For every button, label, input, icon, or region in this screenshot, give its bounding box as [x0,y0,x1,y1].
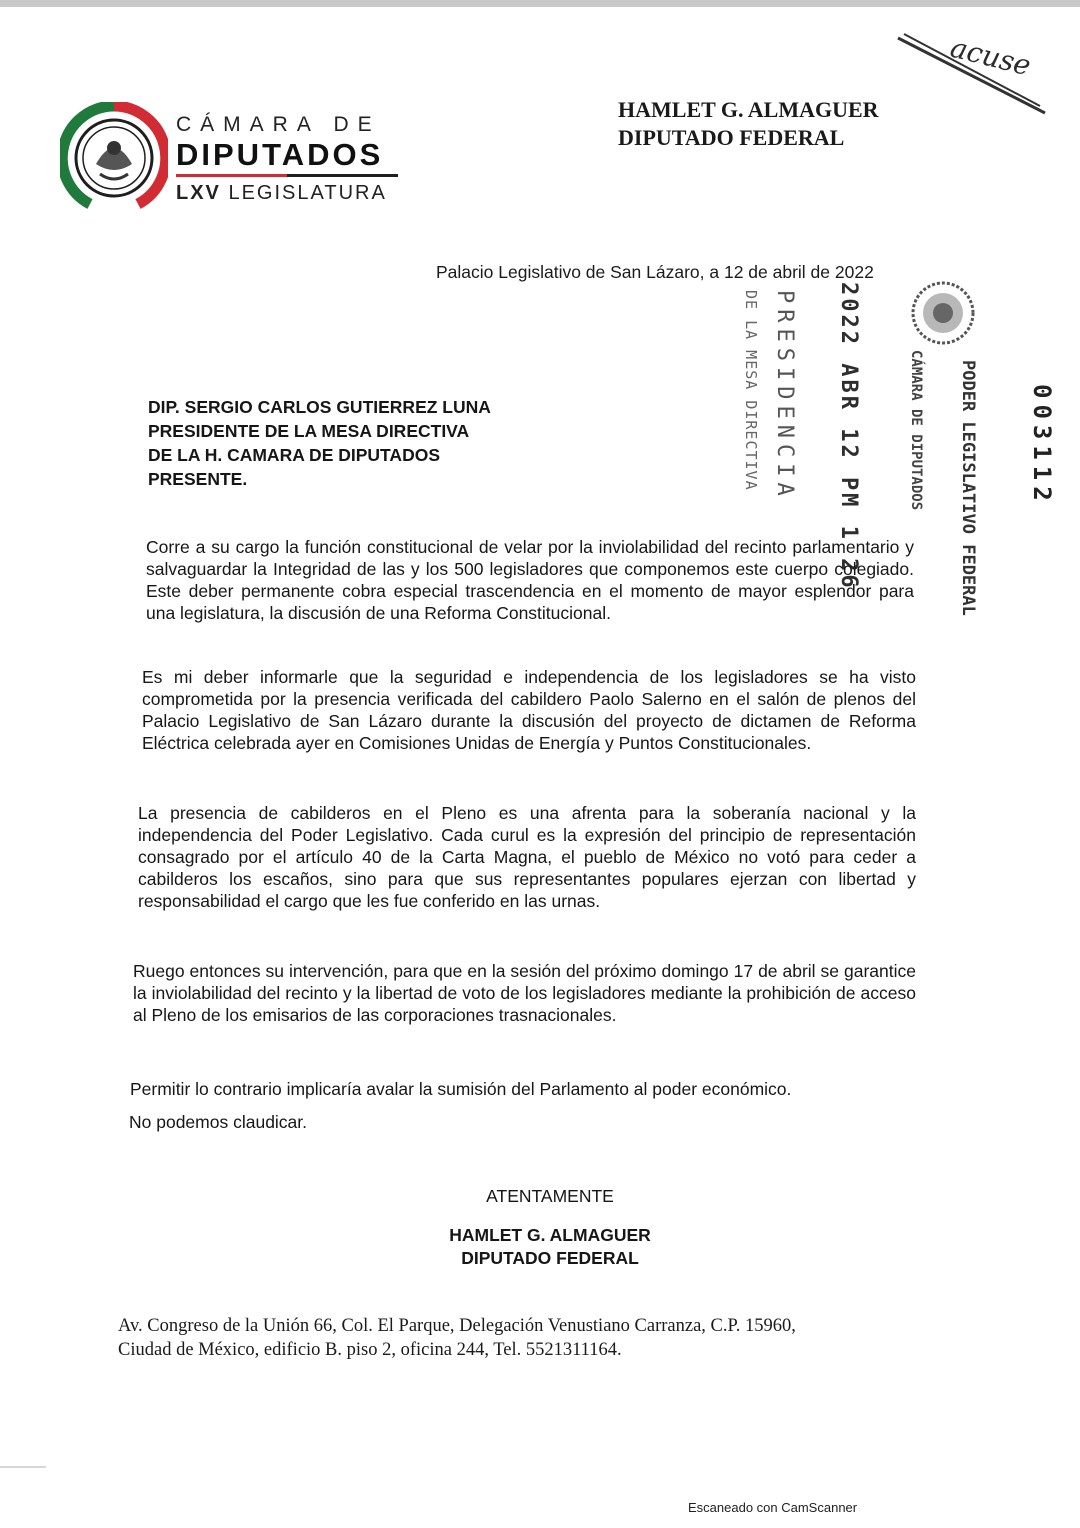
stamp-presidencia: PRESIDENCIA [772,290,797,502]
body-paragraph-6: No podemos claudicar. [129,1112,308,1132]
logo-diputados: DIPUTADOS [176,137,384,172]
body-paragraph-5: Permitir lo contrario implicaría avalar la sumisión del Parlamento al poder económico. [130,1079,792,1099]
recipient-institution: DE LA H. CAMARA DE DIPUTADOS [148,445,440,465]
logo-divider [176,174,398,177]
camara-emblem-logo [60,102,168,214]
letterhead-title: DIPUTADO FEDERAL [618,125,845,150]
stamp-received-date: 2022 ABR 12 PM 1 26 [836,282,861,591]
letterhead-name: HAMLET G. ALMAGUER [618,97,879,122]
place-date: Palacio Legislativo de San Lázaro, a 12 de abril de 2022 [436,262,874,282]
letterhead-sender [618,96,918,152]
body-paragraph-2: Es mi deber informarle que la seguridad e independencia de los legisladores se ha visto comprometida por la presencia verificada del cabildero Paolo Salerno en el salón de plenos del Palacio Legislativo de San Lázaro durante la discusión del proyecto de dictamen de Reforma Eléctrica celebrada ayer en Comisiones Unidas de Energía y Puntos Constitucionales. [142,667,916,753]
stamp-mesa-directiva: DE LA MESA DIRECTIVA [742,290,760,491]
signature-title: DIPUTADO FEDERAL [461,1248,639,1268]
footer-address [118,1314,923,1362]
stamp-seal-icon [910,280,976,346]
stamp-poder-legislativo: PODER LEGISLATIVO FEDERAL [958,360,978,616]
recipient-presente: PRESENTE. [148,469,248,489]
body-paragraph-3: La presencia de cabilderos en el Pleno es una afrenta para la soberanía nacional y la independencia del Poder Legislativo. Cada curul es la expresión del principio de representación consagrado por el artículo 40 de la Carta Magna, el pueblo de México no votó para ceder a cabilderos los escaños, sino para que sus representantes populares ejerzan con libertad y responsabilidad el cargo que les fue conferido en las urnas. [138,803,916,911]
logo-legislatura [176,181,408,205]
signature-block [330,1224,770,1270]
recipient-position: PRESIDENTE DE LA MESA DIRECTIVA [148,421,470,441]
logo-camara-de: CÁMARA DE [176,113,381,136]
body-paragraph-1: Corre a su cargo la función constitucional de velar por la inviolabilidad del recinto parlamentario y salvaguardar la Integridad de las y los 500 legisladores que componemos este cuerpo colegiado. Este deber permanente cobra especial trascendencia en el momento de mayor esplendor para una legislatura, la discusión de una Reforma Constitucional. [146,537,914,623]
recipient-name: DIP. SERGIO CARLOS GUTIERREZ LUNA [148,397,491,417]
stamp-folio-number: 003112 [1028,384,1056,507]
logo-lxv: LXV [176,182,221,204]
address-line-2: Ciudad de México, edificio B. piso 2, oficina 244, Tel. 5521311164. [118,1340,622,1360]
signature-name: HAMLET G. ALMAGUER [449,1225,651,1245]
camara-logo-text [176,112,408,205]
logo-legislatura-word: LEGISLATURA [228,182,387,204]
scan-top-border [0,0,1080,7]
recipient-block [148,395,491,491]
address-line-1: Av. Congreso de la Unión 66, Col. El Parque, Delegación Venustiano Carranza, C.P. 15960, [118,1316,796,1336]
stamp-camara: CÁMARA DE DIPUTADOS [908,350,924,511]
camscanner-watermark: Escaneado con CamScanner [688,1500,858,1515]
scan-edge-mark [0,1466,46,1468]
acuse-handwritten-note: acuse [947,30,1035,83]
body-paragraph-4: Ruego entonces su intervención, para que en la sesión del próximo domingo 17 de abril se garantice la inviolabilidad del recinto y la libertad de voto de los legisladores mediante la prohibición de acceso al Pleno de los emisarios de las corporaciones trasnacionales. [133,961,916,1025]
closing-atentamente: ATENTAMENTE [486,1186,614,1206]
